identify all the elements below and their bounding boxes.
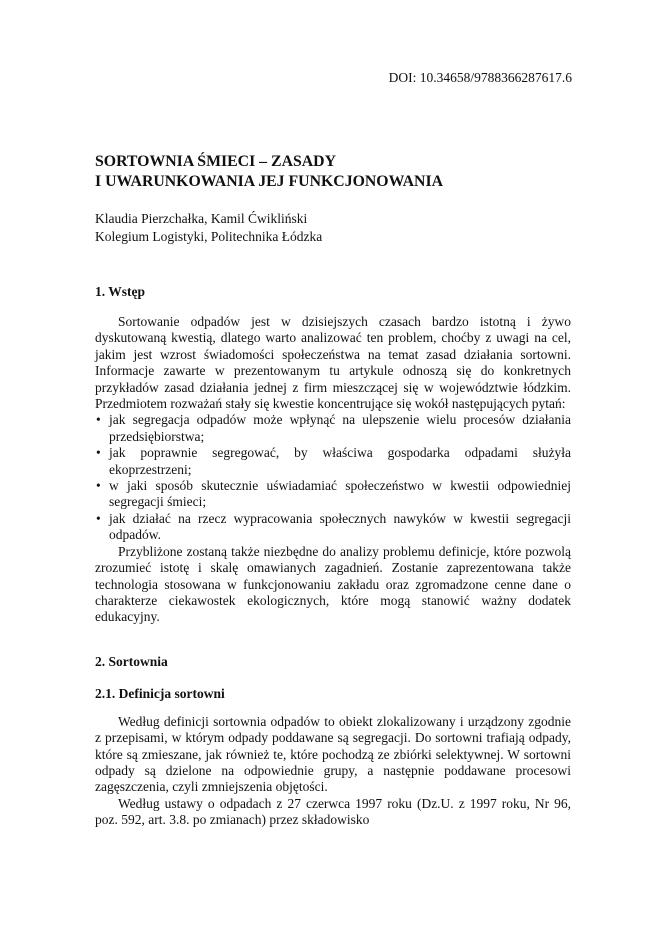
author-affiliation: Kolegium Logistyki, Politechnika Łódzka: [95, 229, 323, 244]
title-line-1: SORTOWNIA ŚMIECI – ZASADY: [95, 153, 336, 170]
list-item-text: jak poprawnie segregować, by właściwa gospodarka odpadami służyła ekoprzestrzeni;: [109, 445, 571, 477]
doi-identifier: DOI: 10.34658/9788366287617.6: [388, 70, 572, 85]
bullet-icon: •: [96, 445, 101, 461]
definition-paragraph-1: Według definicji sortownia odpadów to obiekt zlokalizowany i urządzony zgodnie z przepisami, w którym odpady poddawane są segregacji. Do sortowni trafiają odpady, które są zmieszane, jak również te, które pochodzą ze zbiórki selektywnej. W sortowni odpady są dzielone na odpowiednie grupy, a następnie poddawane procesowi zagęszczenia, czyli zmniejszenia objętości.: [95, 713, 571, 795]
list-item: [95, 412, 571, 445]
bullet-icon: •: [96, 412, 101, 428]
bullet-icon: •: [96, 510, 101, 526]
bullet-icon: •: [96, 478, 101, 494]
question-list: [95, 412, 571, 543]
introduction-paragraph-1: Sortowanie odpadów jest w dzisiejszych czasach bardzo istotną i żywo dyskutowaną kwestią, dlatego warto analizować ten problem, choćby z uwagi na cel, jakim jest wzrost świadomości społeczeństwa na temat zasad działania sortowni. Informacje zawarte w prezentowanym tu artykule odnoszą się do konkretnych przykładów zasad działania jednej z firm mieszczącej się w województwie łódzkim. Przedmiotem rozważań stały się kwestie koncentrujące się wokół następujących pytań:: [95, 314, 571, 412]
definition-paragraph-2: Według ustawy o odpadach z 27 czerwca 1997 roku (Dz.U. z 1997 roku, Nr 96, poz. 592, art. 3.8. po zmianach) przez składowisko: [95, 795, 571, 828]
list-item: [95, 478, 571, 511]
section-heading-introduction: 1. Wstęp: [95, 284, 146, 299]
article-body: [95, 152, 571, 829]
subsection-heading-definition: 2.1. Definicja sortowni: [95, 685, 225, 701]
introduction-paragraph-2: Przybliżone zostaną także niezbędne do analizy problemu definicje, które pozwolą zrozumieć istotę i skalę omawianych zagadnień. Zostanie zaprezentowana także technologia stosowana w funkcjonowaniu zakładu oraz zgromadzone cenne dane o charakterze ciekawostek ekologicznych, które mogą stanowić ważny dodatek edukacyjny.: [95, 543, 571, 625]
author-block: [95, 210, 571, 246]
section-heading-sortownia: 2. Sortownia: [95, 653, 168, 669]
title-line-2: I UWARUNKOWANIA JEJ FUNKCJONOWANIA: [95, 173, 443, 190]
list-item: [95, 445, 571, 478]
list-item-text: jak segregacja odpadów może wpłynąć na ulepszenie wielu procesów działania przedsiębiorstwa;: [109, 412, 571, 444]
list-item-text: jak działać na rzecz wypracowania społecznych nawyków w kwestii segregacji odpadów.: [109, 510, 571, 543]
article-title: [95, 152, 571, 192]
list-item-text: w jaki sposób skutecznie uświadamiać społeczeństwo w kwestii odpowiedniej segregacji śmieci;: [109, 478, 571, 510]
list-item: [95, 511, 571, 544]
author-names: Klaudia Pierzchałka, Kamil Ćwikliński: [95, 211, 308, 226]
